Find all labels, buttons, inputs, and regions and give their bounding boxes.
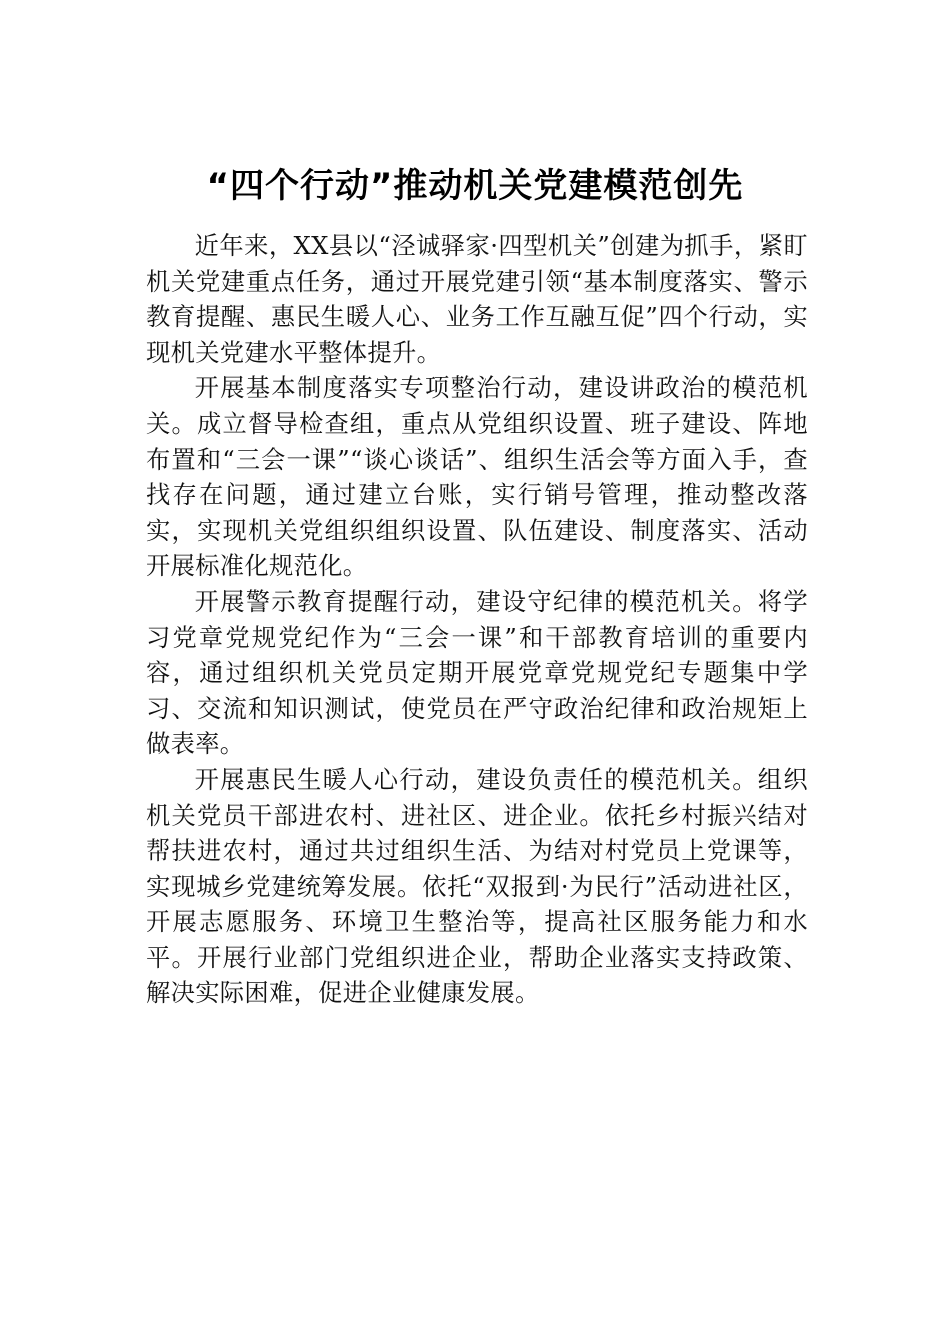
paragraph-people-livelihood: 开展惠民生暖人心行动，建设负责任的模范机关。组织机关党员干部进农村、进社区、进企业。依托乡村振兴结对帮扶进农村，通过共过组织生活、为结对村党员上党课等，实现城乡党建统筹发展。依托“双报到·为民行”活动进社区，开展志愿服务、环境卫生整治等，提高社区服务能力和水平。开展行业部门党组织进企业，帮助企业落实支持政策、解决实际困难，促进企业健康发展。 [146,764,808,1008]
document-title: “四个行动”推动机关党建模范创先 [206,166,744,206]
document-body [146,228,808,1011]
paragraph-basic-system: 开展基本制度落实专项整治行动，建设讲政治的模范机关。成立督导检查组，重点从党组织设置、班子建设、阵地布置和“三会一课”“谈心谈话”、组织生活会等方面入手，查找存在问题，通过建立台账，实行销号管理，推动整改落实，实现机关党组织组织设置、队伍建设、制度落实、活动开展标准化规范化。 [146,373,808,581]
paragraph-intro: 近年来，XX县以“泾诚驿家·四型机关”创建为抓手，紧盯机关党建重点任务，通过开展党建引领“基本制度落实、警示教育提醒、惠民生暖人心、业务工作互融互促”四个行动，实现机关党建水平整体提升。 [146,231,808,367]
paragraph-warning-education: 开展警示教育提醒行动，建设守纪律的模范机关。将学习党章党规党纪作为“三会一课”和干部教育培训的重要内容，通过组织机关党员定期开展党章党规党纪专题集中学习、交流和知识测试，使党员在严守政治纪律和政治规矩上做表率。 [146,586,808,759]
